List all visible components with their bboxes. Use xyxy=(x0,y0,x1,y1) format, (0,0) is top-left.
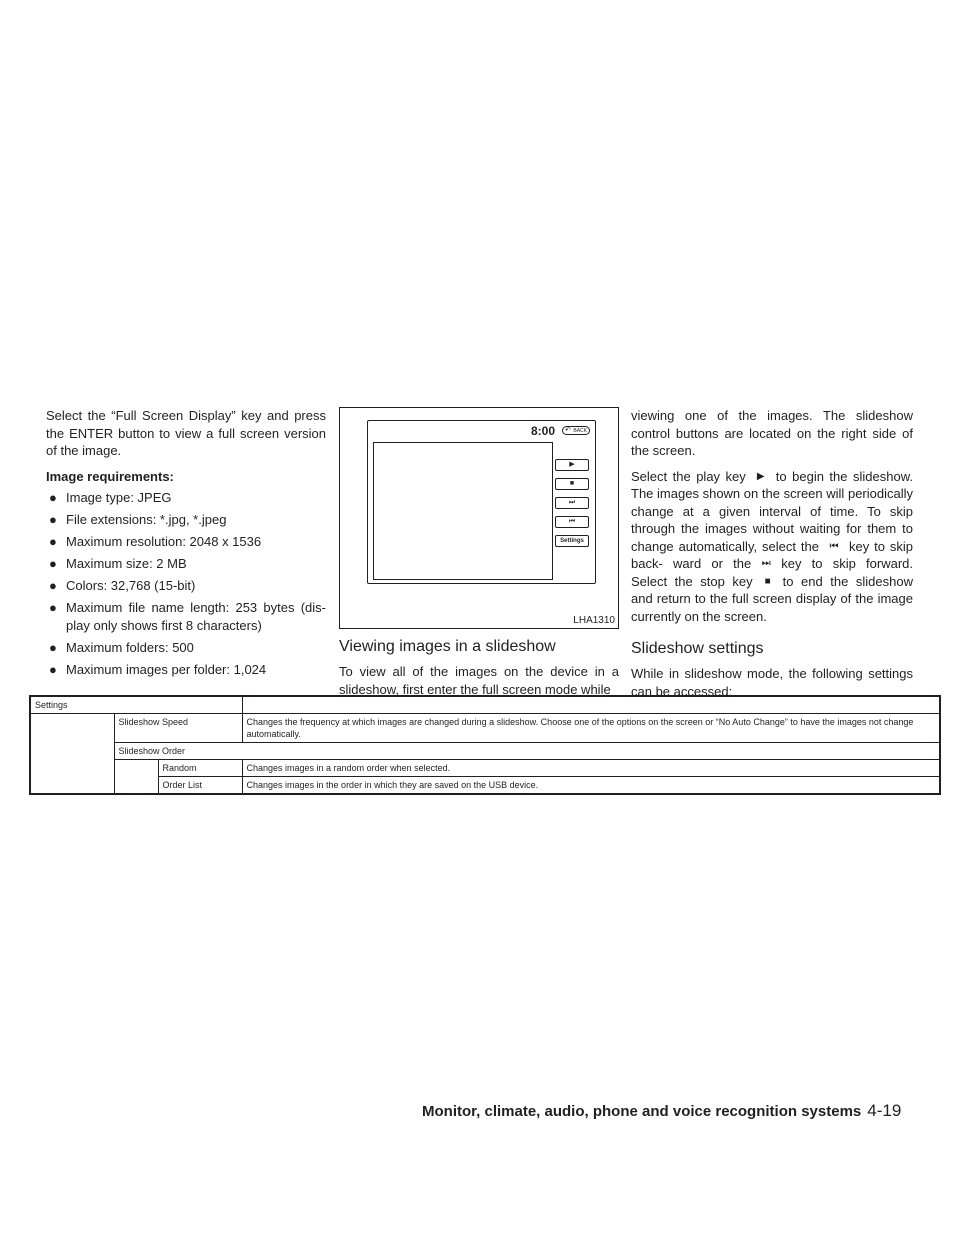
section-title: Monitor, climate, audio, phone and voice recognition systems xyxy=(422,1103,862,1120)
slideshow-heading: Viewing images in a slideshow xyxy=(339,638,556,655)
slideshow-screen-figure xyxy=(339,407,619,629)
page-footer xyxy=(422,1101,901,1121)
intro-paragraph: Select the “Full Screen Display” key and press the ENTER button to view a full screen version of the image. xyxy=(46,408,326,458)
slideshow-paragraph: To view all of the images on the device in a slideshow, first enter the full screen mode while xyxy=(339,664,619,697)
table-cell xyxy=(242,696,940,714)
table-row xyxy=(30,760,940,777)
page-number: 4-19 xyxy=(867,1101,902,1120)
settings-intro: While in slideshow mode, the following settings can be accessed: xyxy=(631,666,913,699)
stop-icon: ■ xyxy=(764,575,771,587)
list-item: ● Colors: 32,768 (15-bit) xyxy=(49,578,196,593)
figure-id: LHA1310 xyxy=(573,615,615,626)
back-button[interactable]: ↶ BACK xyxy=(562,426,590,435)
bullet-icon: ● xyxy=(49,512,57,527)
skip-forward-button[interactable]: ⏭ xyxy=(555,497,589,509)
bullet-icon: ● xyxy=(49,661,57,677)
bullet-icon: ● xyxy=(49,556,57,571)
table-cell: Changes the frequency at which images are changed during a slideshow. Choose one of the options on the screen or “No Auto Change” to have the images not change automatically. xyxy=(242,714,940,743)
table-row xyxy=(30,777,940,795)
table-row xyxy=(30,714,940,743)
bullet-icon: ● xyxy=(49,490,57,505)
play-icon: ▶ xyxy=(756,470,765,482)
table-cell: Slideshow Order xyxy=(114,743,940,760)
list-item: ● Maximum size: 2 MB xyxy=(49,556,187,571)
column-2 xyxy=(339,637,619,698)
stop-button[interactable]: ■ xyxy=(555,478,589,490)
settings-button[interactable]: Settings xyxy=(555,535,589,547)
list-item: ● Maximum images per folder: 1,024 xyxy=(49,661,267,677)
slideshow-settings-heading: Slideshow settings xyxy=(631,640,764,657)
clock: 8:00 xyxy=(531,424,556,438)
skip-back-button[interactable]: ⏮ xyxy=(555,516,589,528)
bullet-icon: ● xyxy=(49,578,57,593)
image-requirements-heading: Image requirements: xyxy=(46,468,174,484)
list-item: ● Maximum folders: 500 xyxy=(49,639,194,655)
column-3 xyxy=(631,407,913,700)
table-cell: Order List xyxy=(158,777,242,795)
list-item: ● Image type: JPEG xyxy=(49,490,172,505)
bullet-icon: ● xyxy=(49,639,57,655)
table-cell: Random xyxy=(158,760,242,777)
list-item: ● Maximum file name length: 253 bytes (dis- play only shows first 8 characters) xyxy=(49,600,326,633)
settings-table xyxy=(29,695,941,795)
table-cell xyxy=(30,714,114,795)
table-cell: Changes images in a random order when selected. xyxy=(242,760,940,777)
skip-forward-icon: ⏭ xyxy=(761,558,771,569)
table-cell: Slideshow Speed xyxy=(114,714,242,743)
table-row xyxy=(30,743,940,760)
skip-back-icon: ⏮ xyxy=(829,540,839,552)
display-screen xyxy=(367,420,596,584)
list-item: ● Maximum resolution: 2048 x 1536 xyxy=(49,534,262,549)
table-cell xyxy=(114,760,158,795)
play-button[interactable]: ▶ xyxy=(555,459,589,471)
back-arrow-icon: ↶ xyxy=(565,427,571,434)
image-display-area xyxy=(373,442,553,580)
continuation-paragraph: viewing one of the images. The slideshow control buttons are located on the right side of the screen. xyxy=(631,408,913,458)
bullet-icon: ● xyxy=(49,534,57,549)
column-1 xyxy=(46,407,326,683)
list-item: ● File extensions: *.jpg, *.jpeg xyxy=(49,512,227,527)
table-cell: Settings xyxy=(30,696,242,714)
bullet-icon: ● xyxy=(49,600,57,615)
controls-paragraph: Select the play key ▶ to begin the slideshow. The images shown on the screen will periodically change at a given interval of time. To skip through the images without waiting for them to change automatically, select the ⏮ key to skip back- ward or the ⏭ key to skip forward. Select the stop key ■ to end the slideshow and return to the full screen display of the image currently on the screen. xyxy=(631,468,914,624)
table-cell: Changes images in the order in which they are saved on the USB device. xyxy=(242,777,940,795)
table-row xyxy=(30,696,940,714)
requirements-list xyxy=(46,489,326,678)
